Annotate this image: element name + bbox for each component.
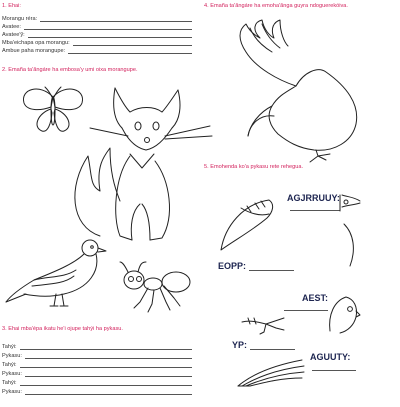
answer-line[interactable] xyxy=(24,24,192,30)
dialogue-speaker: Pykasu: xyxy=(2,371,22,377)
section1-heading: 1. Ehai: xyxy=(2,3,21,9)
dialogue-line-1 xyxy=(2,344,192,350)
scrambled-word: YP: xyxy=(232,340,248,350)
scrambled-word: EOPP: xyxy=(218,261,247,271)
info-line-3 xyxy=(2,32,192,38)
pigeon-drawing xyxy=(4,236,114,314)
beak-fragment-drawing xyxy=(338,193,364,215)
info-line-label: Morangu réra: xyxy=(2,16,38,22)
info-line-1 xyxy=(2,16,192,22)
scrambled-word: AEST: xyxy=(302,293,329,303)
dialogue-line-5 xyxy=(2,380,192,386)
dialogue-line-2 xyxy=(2,353,192,359)
info-line-label: Ambue paha morangupe: xyxy=(2,48,66,54)
dialogue-speaker: Tahýi: xyxy=(2,344,17,350)
label-agjrruuy xyxy=(287,193,340,203)
dialogue-speaker: Pykasu: xyxy=(2,389,22,395)
answer-line[interactable] xyxy=(28,32,192,38)
answer-line[interactable] xyxy=(25,389,192,395)
dialogue-speaker: Tahýi: xyxy=(2,362,17,368)
bird-head-fragment-drawing xyxy=(326,293,360,335)
answer-line[interactable] xyxy=(25,353,192,359)
headless-bird-drawing xyxy=(226,16,371,164)
dialogue-line-6 xyxy=(2,389,192,395)
answer-line[interactable] xyxy=(40,16,192,22)
label-aest xyxy=(302,293,328,303)
fox-drawing xyxy=(70,76,215,246)
answer-line[interactable] xyxy=(68,48,192,54)
answer-line[interactable] xyxy=(250,343,295,350)
wing-fragment-drawing xyxy=(217,196,277,252)
scrambled-word: AGUUTY: xyxy=(310,352,351,362)
answer-line[interactable] xyxy=(290,210,340,211)
label-yp xyxy=(232,340,295,350)
dialogue-line-4 xyxy=(2,371,192,377)
info-line-2 xyxy=(2,24,192,30)
answer-line[interactable] xyxy=(249,264,294,271)
label-eopp xyxy=(218,261,294,271)
claw-fragment-drawing xyxy=(240,314,286,336)
answer-line[interactable] xyxy=(73,40,192,46)
info-line-label: Avatee'ỹ: xyxy=(2,32,25,38)
dialogue-speaker: Tahýi: xyxy=(2,380,17,386)
tail-feathers-fragment-drawing xyxy=(236,356,308,388)
scrambled-word: AGJRRUUY: xyxy=(287,193,340,203)
neck-curve-drawing xyxy=(340,222,360,268)
ant-drawing xyxy=(108,258,193,316)
section4-heading: 4. Emaña ta'ãngáre ha emoha'ãnga guyra ndoguerekóiva. xyxy=(204,3,348,9)
label-aguuty xyxy=(310,352,350,362)
section5-heading: 5. Emohenda ko'a pykasu rete reheguа. xyxy=(204,164,304,170)
answer-line[interactable] xyxy=(312,370,356,371)
info-line-5 xyxy=(2,48,192,54)
dialogue-line-3 xyxy=(2,362,192,368)
answer-line[interactable] xyxy=(20,344,192,350)
dialogue-speaker: Pykasu: xyxy=(2,353,22,359)
info-line-4 xyxy=(2,40,192,46)
answer-line[interactable] xyxy=(20,380,192,386)
answer-line[interactable] xyxy=(20,362,192,368)
section3-heading: 3. Ehai mba'épa ikatu he'i ojupe tahýi ha pykasu. xyxy=(2,326,123,332)
answer-line[interactable] xyxy=(284,310,328,311)
section2-heading: 2. Emaña ta'ãngáre ha embosa'y umi oixa morangupe. xyxy=(2,67,138,73)
info-line-label: Mba'eichapa opa morangu: xyxy=(2,40,70,46)
info-line-label: Avatee: xyxy=(2,24,21,30)
answer-line[interactable] xyxy=(25,371,192,377)
